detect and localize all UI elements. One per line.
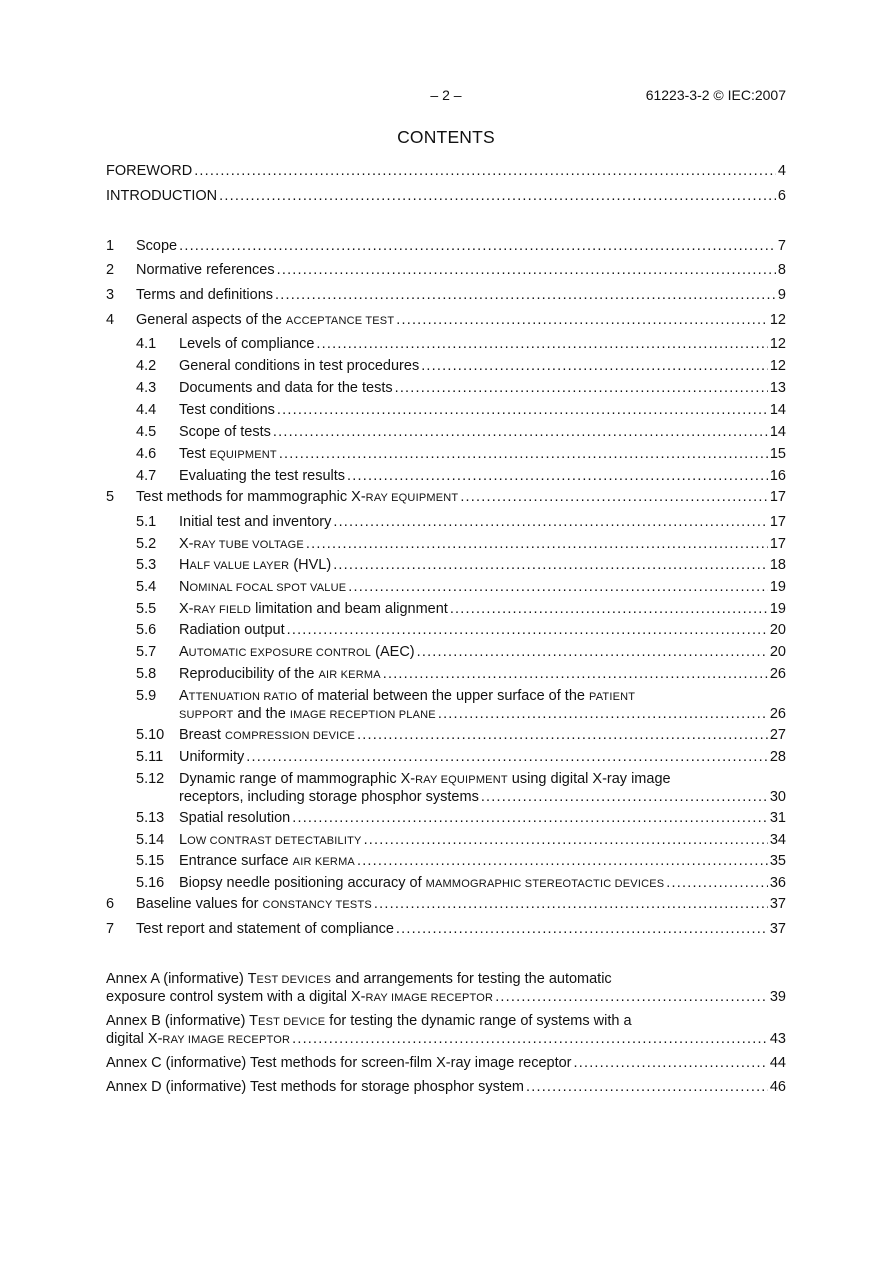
- toc-page: 37: [769, 921, 786, 937]
- toc-entry-annex-c[interactable]: [106, 1055, 786, 1072]
- dot-leader: [333, 514, 768, 531]
- toc-title-continued: SUPPORT and the IMAGE RECEPTION PLANE: [179, 706, 436, 722]
- dot-leader: [666, 875, 768, 892]
- toc-entry-5-3[interactable]: [106, 557, 786, 575]
- toc-page: 7: [777, 238, 786, 254]
- dot-leader: [495, 989, 768, 1006]
- toc-entry-foreword[interactable]: [106, 163, 786, 180]
- toc-title: Scope: [136, 238, 178, 254]
- dot-leader: [333, 557, 768, 574]
- toc-entry-3[interactable]: [106, 287, 786, 304]
- toc-page: 27: [769, 727, 786, 743]
- dot-leader: [450, 601, 768, 618]
- toc-entry-4-7[interactable]: [106, 468, 786, 485]
- toc-entry-5-7[interactable]: [106, 644, 786, 662]
- toc-title: Breast COMPRESSION DEVICE: [179, 727, 356, 743]
- toc-entry-5-10[interactable]: [106, 727, 786, 745]
- toc-page: 12: [769, 358, 786, 374]
- dot-leader: [357, 853, 768, 870]
- toc-entry-5-1[interactable]: [106, 514, 786, 531]
- toc-number: 4.1: [136, 336, 157, 352]
- dot-leader: [357, 727, 768, 744]
- toc-number: 5.4: [136, 579, 157, 595]
- toc-page: 14: [769, 402, 786, 418]
- toc-page: 18: [769, 557, 786, 573]
- dot-leader: [526, 1079, 768, 1096]
- toc-title: FOREWORD: [106, 163, 193, 179]
- toc-title: Initial test and inventory: [179, 514, 332, 530]
- dot-leader: [574, 1055, 768, 1072]
- toc-page: 16: [769, 468, 786, 484]
- dot-leader: [246, 749, 768, 766]
- toc-page: 39: [769, 989, 786, 1005]
- toc-number: 5.11: [136, 749, 164, 765]
- toc-entry-5-5[interactable]: [106, 601, 786, 619]
- toc-number: 5.7: [136, 644, 157, 660]
- toc-number: 4.6: [136, 446, 157, 462]
- toc-title-continued: receptors, including storage phosphor systems: [179, 789, 479, 805]
- toc-number: 5.13: [136, 810, 165, 826]
- toc-entry-annex-d[interactable]: [106, 1079, 786, 1096]
- dot-leader: [396, 312, 768, 329]
- toc-page: 46: [769, 1079, 786, 1095]
- toc-number: 4: [106, 312, 115, 328]
- toc-title-continued: exposure control system with a digital X-RAY IMAGE RECEPTOR: [106, 989, 494, 1005]
- toc-entry-5-15[interactable]: [106, 853, 786, 871]
- toc-number: 4.2: [136, 358, 157, 374]
- toc-page: 20: [769, 644, 786, 660]
- dot-leader: [417, 644, 768, 661]
- toc-title: Entrance surface AIR KERMA: [179, 853, 355, 869]
- toc-entry-5-6[interactable]: [106, 622, 786, 639]
- toc-number: 5.12: [136, 771, 165, 787]
- toc-title: Annex D (informative) Test methods for storage phosphor system: [106, 1079, 525, 1095]
- dot-leader: [277, 402, 768, 419]
- toc-number: 5.10: [136, 727, 165, 743]
- toc-title: Normative references: [136, 262, 275, 278]
- dot-leader: [348, 579, 768, 596]
- toc-title: Spatial resolution: [179, 810, 291, 826]
- dot-leader: [219, 188, 776, 205]
- toc-entry-1[interactable]: [106, 238, 786, 255]
- toc-page: 34: [769, 832, 786, 848]
- toc-number: 4.7: [136, 468, 157, 484]
- toc-entry-5-9[interactable]: [106, 688, 786, 724]
- toc-entry-4-6[interactable]: [106, 446, 786, 464]
- dot-leader: [396, 921, 768, 938]
- toc-entry-4-2[interactable]: [106, 358, 786, 375]
- toc-page: 9: [777, 287, 786, 303]
- toc-title: Test methods for mammographic X-RAY EQUIPMENT: [136, 489, 459, 505]
- dot-leader: [383, 666, 768, 683]
- toc-number: 2: [106, 262, 115, 278]
- toc-title: General conditions in test procedures: [179, 358, 420, 374]
- toc-number: 5.8: [136, 666, 157, 682]
- toc-page: 6: [777, 188, 786, 204]
- toc-page: 43: [769, 1031, 786, 1047]
- toc-page: 35: [769, 853, 786, 869]
- toc-page: 28: [769, 749, 786, 765]
- contents-title: CONTENTS: [397, 127, 495, 147]
- toc-page: 17: [769, 536, 786, 552]
- dot-leader: [395, 380, 768, 397]
- toc-entry-2[interactable]: [106, 262, 786, 279]
- toc-number: 4.3: [136, 380, 157, 396]
- toc-title-continued: digital X-RAY IMAGE RECEPTOR: [106, 1031, 291, 1047]
- toc-page: 31: [769, 810, 786, 826]
- dot-leader: [438, 706, 768, 723]
- toc-page: 19: [769, 579, 786, 595]
- toc-entry-5-2[interactable]: [106, 536, 786, 554]
- dot-leader: [481, 789, 768, 806]
- toc-number: 5.15: [136, 853, 165, 869]
- toc-entry-annex-a[interactable]: [106, 971, 786, 1007]
- toc-entry-6[interactable]: [106, 896, 786, 914]
- toc-entry-5-4[interactable]: [106, 579, 786, 597]
- toc-title: HALF VALUE LAYER (HVL): [179, 557, 332, 573]
- toc-page: 37: [769, 896, 786, 912]
- toc-number: 1: [106, 238, 115, 254]
- toc-page: 20: [769, 622, 786, 638]
- toc-title: Test report and statement of compliance: [136, 921, 394, 937]
- toc-title: INTRODUCTION: [106, 188, 218, 204]
- toc-entry-introduction[interactable]: [106, 188, 786, 205]
- toc-title: Annex B (informative) TEST DEVICE for testing the dynamic range of systems with a: [106, 1013, 632, 1029]
- dot-leader: [194, 163, 776, 180]
- toc-number: 5.9: [136, 688, 157, 704]
- toc-entry-5[interactable]: [106, 489, 786, 507]
- page-number: – 2 –: [430, 87, 462, 103]
- toc-page: 13: [769, 380, 786, 396]
- toc-page: 8: [777, 262, 786, 278]
- dot-leader: [421, 358, 768, 375]
- toc-title: General aspects of the ACCEPTANCE TEST: [136, 312, 395, 328]
- toc-page: 44: [769, 1055, 786, 1071]
- toc-title: Documents and data for the tests: [179, 380, 393, 396]
- toc-page: 36: [769, 875, 786, 891]
- toc-number: 4.5: [136, 424, 157, 440]
- toc-title: Test conditions: [179, 402, 275, 418]
- toc-page: 14: [769, 424, 786, 440]
- toc-entry-5-14[interactable]: [106, 832, 786, 850]
- dot-leader: [292, 810, 768, 827]
- toc-entry-4[interactable]: [106, 312, 786, 330]
- toc-title: Uniformity: [179, 749, 245, 765]
- toc-title: Baseline values for CONSTANCY TESTS: [136, 896, 372, 912]
- toc-page: 26: [769, 706, 786, 722]
- toc-number: 7: [106, 921, 115, 937]
- toc-title: Test EQUIPMENT: [179, 446, 277, 462]
- toc-page: 19: [769, 601, 786, 617]
- toc-page: 17: [769, 489, 786, 505]
- toc-page: 4: [777, 163, 786, 179]
- toc-page: 30: [769, 789, 786, 805]
- toc-number: 3: [106, 287, 115, 303]
- toc-entry-5-8[interactable]: [106, 666, 786, 684]
- toc-title: ATTENUATION RATIO of material between the upper surface of the PATIENT: [179, 688, 636, 704]
- toc-title: Annex C (informative) Test methods for screen-film X-ray image receptor: [106, 1055, 572, 1071]
- dot-leader: [292, 1031, 768, 1048]
- toc-entry-5-13[interactable]: [106, 810, 786, 827]
- dot-leader: [306, 536, 768, 553]
- dot-leader: [460, 489, 768, 506]
- toc-title: LOW CONTRAST DETECTABILITY: [179, 832, 362, 848]
- toc-title: Evaluating the test results: [179, 468, 346, 484]
- toc-number: 6: [106, 896, 115, 912]
- toc-title: NOMINAL FOCAL SPOT VALUE: [179, 579, 347, 595]
- toc-title: Biopsy needle positioning accuracy of MAMMOGRAPHIC STEREOTACTIC DEVICES: [179, 875, 665, 891]
- dot-leader: [316, 336, 767, 353]
- toc-title: Scope of tests: [179, 424, 271, 440]
- toc-title: Reproducibility of the AIR KERMA: [179, 666, 381, 682]
- toc-number: 5.6: [136, 622, 157, 638]
- toc-title: X-RAY TUBE VOLTAGE: [179, 536, 304, 552]
- toc-entry-4-5[interactable]: [106, 424, 786, 441]
- toc-page: 12: [769, 312, 786, 328]
- toc-number: 5.2: [136, 536, 157, 552]
- toc-title: Dynamic range of mammographic X-RAY EQUIPMENT using digital X-ray image: [179, 771, 671, 787]
- toc-title: AUTOMATIC EXPOSURE CONTROL (AEC): [179, 644, 415, 660]
- dot-leader: [273, 424, 768, 441]
- toc-page: 15: [769, 446, 786, 462]
- toc-number: 5.3: [136, 557, 157, 573]
- dot-leader: [279, 446, 768, 463]
- toc-title: Radiation output: [179, 622, 285, 638]
- toc-page: 17: [769, 514, 786, 530]
- toc-entry-4-1[interactable]: [106, 336, 786, 353]
- toc-page: 12: [769, 336, 786, 352]
- toc-number: 4.4: [136, 402, 157, 418]
- toc-number: 5.14: [136, 832, 165, 848]
- toc-entry-5-12[interactable]: [106, 771, 786, 806]
- document-reference: 61223-3-2 © IEC:2007: [645, 87, 786, 103]
- toc-entry-4-4[interactable]: [106, 402, 786, 419]
- toc-entry-7[interactable]: [106, 921, 786, 938]
- toc-entry-5-16[interactable]: [106, 875, 786, 893]
- toc-entry-5-11[interactable]: [106, 749, 786, 766]
- toc-entry-4-3[interactable]: [106, 380, 786, 397]
- toc-title: Levels of compliance: [179, 336, 315, 352]
- dot-leader: [277, 262, 776, 279]
- toc-number: 5.16: [136, 875, 165, 891]
- dot-leader: [374, 896, 768, 913]
- dot-leader: [287, 622, 768, 639]
- toc-number: 5.5: [136, 601, 157, 617]
- toc-page: 26: [769, 666, 786, 682]
- dot-leader: [275, 287, 776, 304]
- toc-title: Terms and definitions: [136, 287, 274, 303]
- toc-title: Annex A (informative) TEST DEVICES and arrangements for testing the automatic: [106, 971, 612, 987]
- toc-number: 5: [106, 489, 115, 505]
- toc-title: X-RAY FIELD limitation and beam alignment: [179, 601, 448, 617]
- toc-entry-annex-b[interactable]: [106, 1013, 786, 1049]
- dot-leader: [364, 832, 768, 849]
- dot-leader: [179, 238, 776, 255]
- dot-leader: [347, 468, 768, 485]
- toc-number: 5.1: [136, 514, 157, 530]
